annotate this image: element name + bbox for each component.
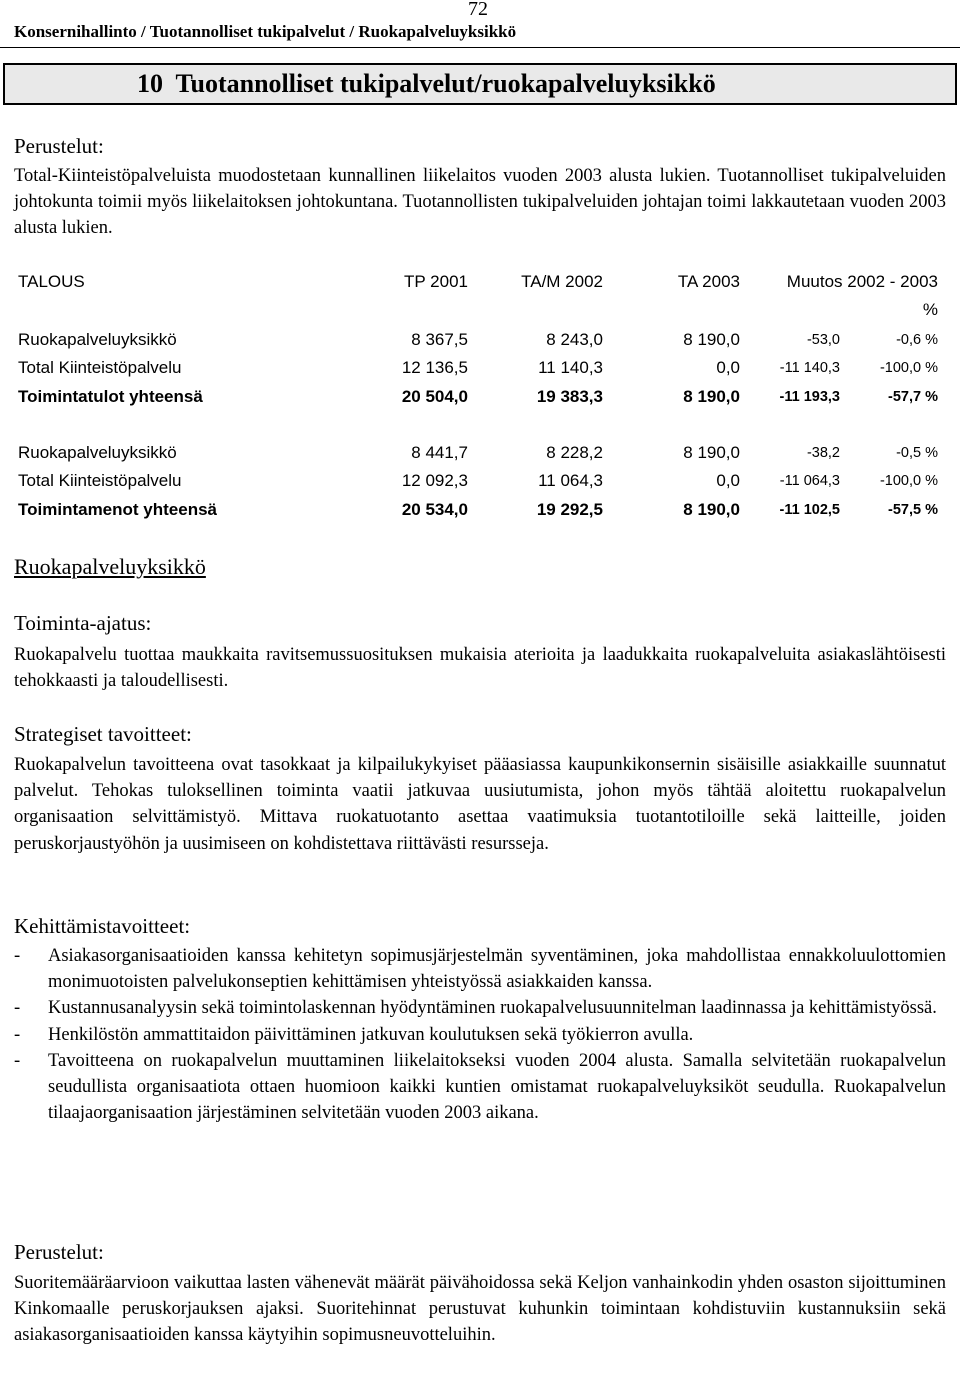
strategiset-heading: Strategiset tavoitteet: — [14, 722, 192, 746]
list-item-text: Henkilöstön ammattitaidon päivittäminen jatkuvan koulutuksen sekä työkierron avulla. — [48, 1024, 694, 1045]
table-cell: 8 228,2 — [546, 443, 603, 462]
list-item — [14, 1048, 946, 1127]
table-row-label: Toimintatulot yhteensä — [18, 387, 203, 406]
perustelut-2-heading: Perustelut: — [14, 1240, 104, 1264]
table-row-label: Total Kiinteistöpalvelu — [18, 471, 182, 490]
table-cell: 8 190,0 — [683, 387, 740, 406]
chapter-title-box — [3, 63, 957, 105]
table-cell: -0,6 % — [896, 332, 938, 348]
list-item — [14, 1022, 946, 1048]
toiminta-ajatus-heading: Toiminta-ajatus: — [14, 611, 152, 635]
table-cell: -57,7 % — [888, 389, 938, 405]
list-item — [14, 943, 946, 995]
list-dash: - — [14, 1050, 21, 1071]
table-cell: 0,0 — [716, 358, 740, 377]
kehittamis-heading: Kehittämistavoitteet: — [14, 914, 191, 938]
table-cell: -38,2 — [806, 445, 840, 461]
table-row-label: Total Kiinteistöpalvelu — [18, 358, 182, 377]
strategiset-paragraph: Ruokapalvelun tavoitteena ovat tasokkaat ja kilpailukykyiset pääasiassa kaupunkikonsernin sisäisille asiakkaille suunnatut palvelut. Tehokas tuloksellinen toiminta vaatii jatkuvaa uusiutumista, johon myös tähtää aloitettu ruokapalvelun organisaation selvittämistyö. Mittava ruokatuotanto asettaa vaatimuksia tuotantotiloille sekä laitteille, joiden peruskorjaustyöhön ja uusimiseen on kohdistettava riittävästi resursseja. — [14, 755, 946, 854]
table-header-muutos: Muutos 2002 - 2003 — [786, 272, 938, 291]
table-cell: 8 441,7 — [411, 443, 468, 462]
list-dash: - — [14, 1024, 21, 1045]
table-header-tp2001: TP 2001 — [404, 272, 468, 291]
list-dash: - — [14, 998, 21, 1019]
table-cell: 8 190,0 — [683, 330, 740, 349]
table-cell: 0,0 — [716, 471, 740, 490]
list-item-text: Kustannusanalyysin sekä toimintolaskennan hyödyntäminen ruokapalvelusuunnitelman laadinnassa ja kehittämistyössä. — [48, 998, 937, 1019]
table-row-label: Toimintamenot yhteensä — [18, 500, 217, 519]
table-cell: -100,0 % — [879, 360, 938, 376]
table-header-talous: TALOUS — [18, 272, 85, 291]
table-cell: -57,5 % — [888, 502, 938, 518]
table-header-percent: % — [922, 300, 938, 319]
table-cell: 19 383,3 — [536, 387, 603, 406]
table-row-label: Ruokapalveluyksikkö — [18, 443, 177, 462]
header-rule — [0, 47, 960, 48]
list-item-text: Asiakasorganisaatioiden kanssa kehitetyn sopimusjärjestelmän syventäminen, joka mahdollistaa ennakkoluulottomien monimuotoisten palvelukonseptien kehittämisen yhteistyössä asiakkaiden kanssa. — [48, 946, 946, 993]
table-cell: 12 136,5 — [401, 358, 468, 377]
table-cell: -53,0 — [806, 332, 840, 348]
toiminta-ajatus-paragraph: Ruokapalvelu tuottaa maukkaita ravitsemussuosituksen mukaisia aterioita ja laadukkaita ruokapalveluita asiakaslähtöisesti tehokkaasti ja taloudellisesti. — [14, 645, 946, 692]
perustelut-2-paragraph: Suoritemääräarvioon vaikuttaa lasten vähenevät määrät päivähoidossa sekä Keljon vanhainkodin yhden osaston sijoittuminen Kinkomaalle peruskorjauksen ajaksi. Suoritehinnat perustuvat kuhunkin toimintaan kohdistuviin kustannuksiin sekä asiakasorganisaatioiden kanssa käytyihin sopimusneuvotteluihin. — [14, 1273, 946, 1346]
table-cell: -100,0 % — [879, 473, 938, 489]
list-dash: - — [14, 946, 21, 966]
table-cell: 8 190,0 — [683, 443, 740, 462]
perustelut-heading: Perustelut: — [14, 134, 104, 158]
table-cell: 8 190,0 — [683, 500, 740, 519]
section-title: Ruokapalveluyksikkö — [14, 554, 206, 579]
table-header-tam2002: TA/M 2002 — [521, 272, 603, 291]
table-row-label: Ruokapalveluyksikkö — [18, 330, 177, 349]
table-header-ta2003: TA 2003 — [677, 272, 740, 291]
table-cell: 12 092,3 — [401, 471, 468, 490]
list-item — [14, 995, 946, 1021]
table-cell: -0,5 % — [896, 445, 938, 461]
table-cell: 8 243,0 — [546, 330, 603, 349]
table-cell: -11 140,3 — [779, 360, 840, 376]
table-cell: 11 064,3 — [538, 471, 603, 490]
list-item-text: Tavoitteena on ruokapalvelun muuttaminen liikelaitokseksi vuoden 2004 alusta. Samalla selvitetään ruokapalvelun seudullista organisaatiota ottaen huomioon kaikki kuntien omistamat ruokapalveluyksiköt seudulla. Ruokapalvelun tilaajaorganisaation järjestäminen selvitetään vuoden 2003 aikana. — [48, 1050, 946, 1124]
table-cell: 11 140,3 — [538, 358, 603, 377]
table-cell: 19 292,5 — [536, 500, 603, 519]
chapter-title: 10 Tuotannolliset tukipalvelut/ruokapalveluyksikkö — [137, 69, 716, 98]
table-cell: 20 534,0 — [401, 500, 468, 519]
table-cell: -11 102,5 — [779, 502, 840, 518]
table-cell: -11 193,3 — [779, 389, 840, 405]
perustelut-paragraph: Total-Kiinteistöpalveluista muodostetaan kunnallinen liikelaitos vuoden 2003 alusta lukien. Tuotannolliset tukipalveluiden johtokunta toimii myös liikelaitoksen johtokuntana. Tuotannollisten tukipalveluiden johtajan toimi lakkautetaan vuoden 2003 alusta lukien. — [14, 166, 946, 239]
page-number: 72 — [468, 0, 488, 20]
running-header: Konsernihallinto / Tuotannolliset tukipalvelut / Ruokapalveluyksikkö — [14, 22, 517, 41]
table-cell: -11 064,3 — [779, 473, 840, 489]
table-cell: 20 504,0 — [401, 387, 468, 406]
kehittamis-list — [14, 943, 946, 1126]
table-cell: 8 367,5 — [411, 330, 468, 349]
